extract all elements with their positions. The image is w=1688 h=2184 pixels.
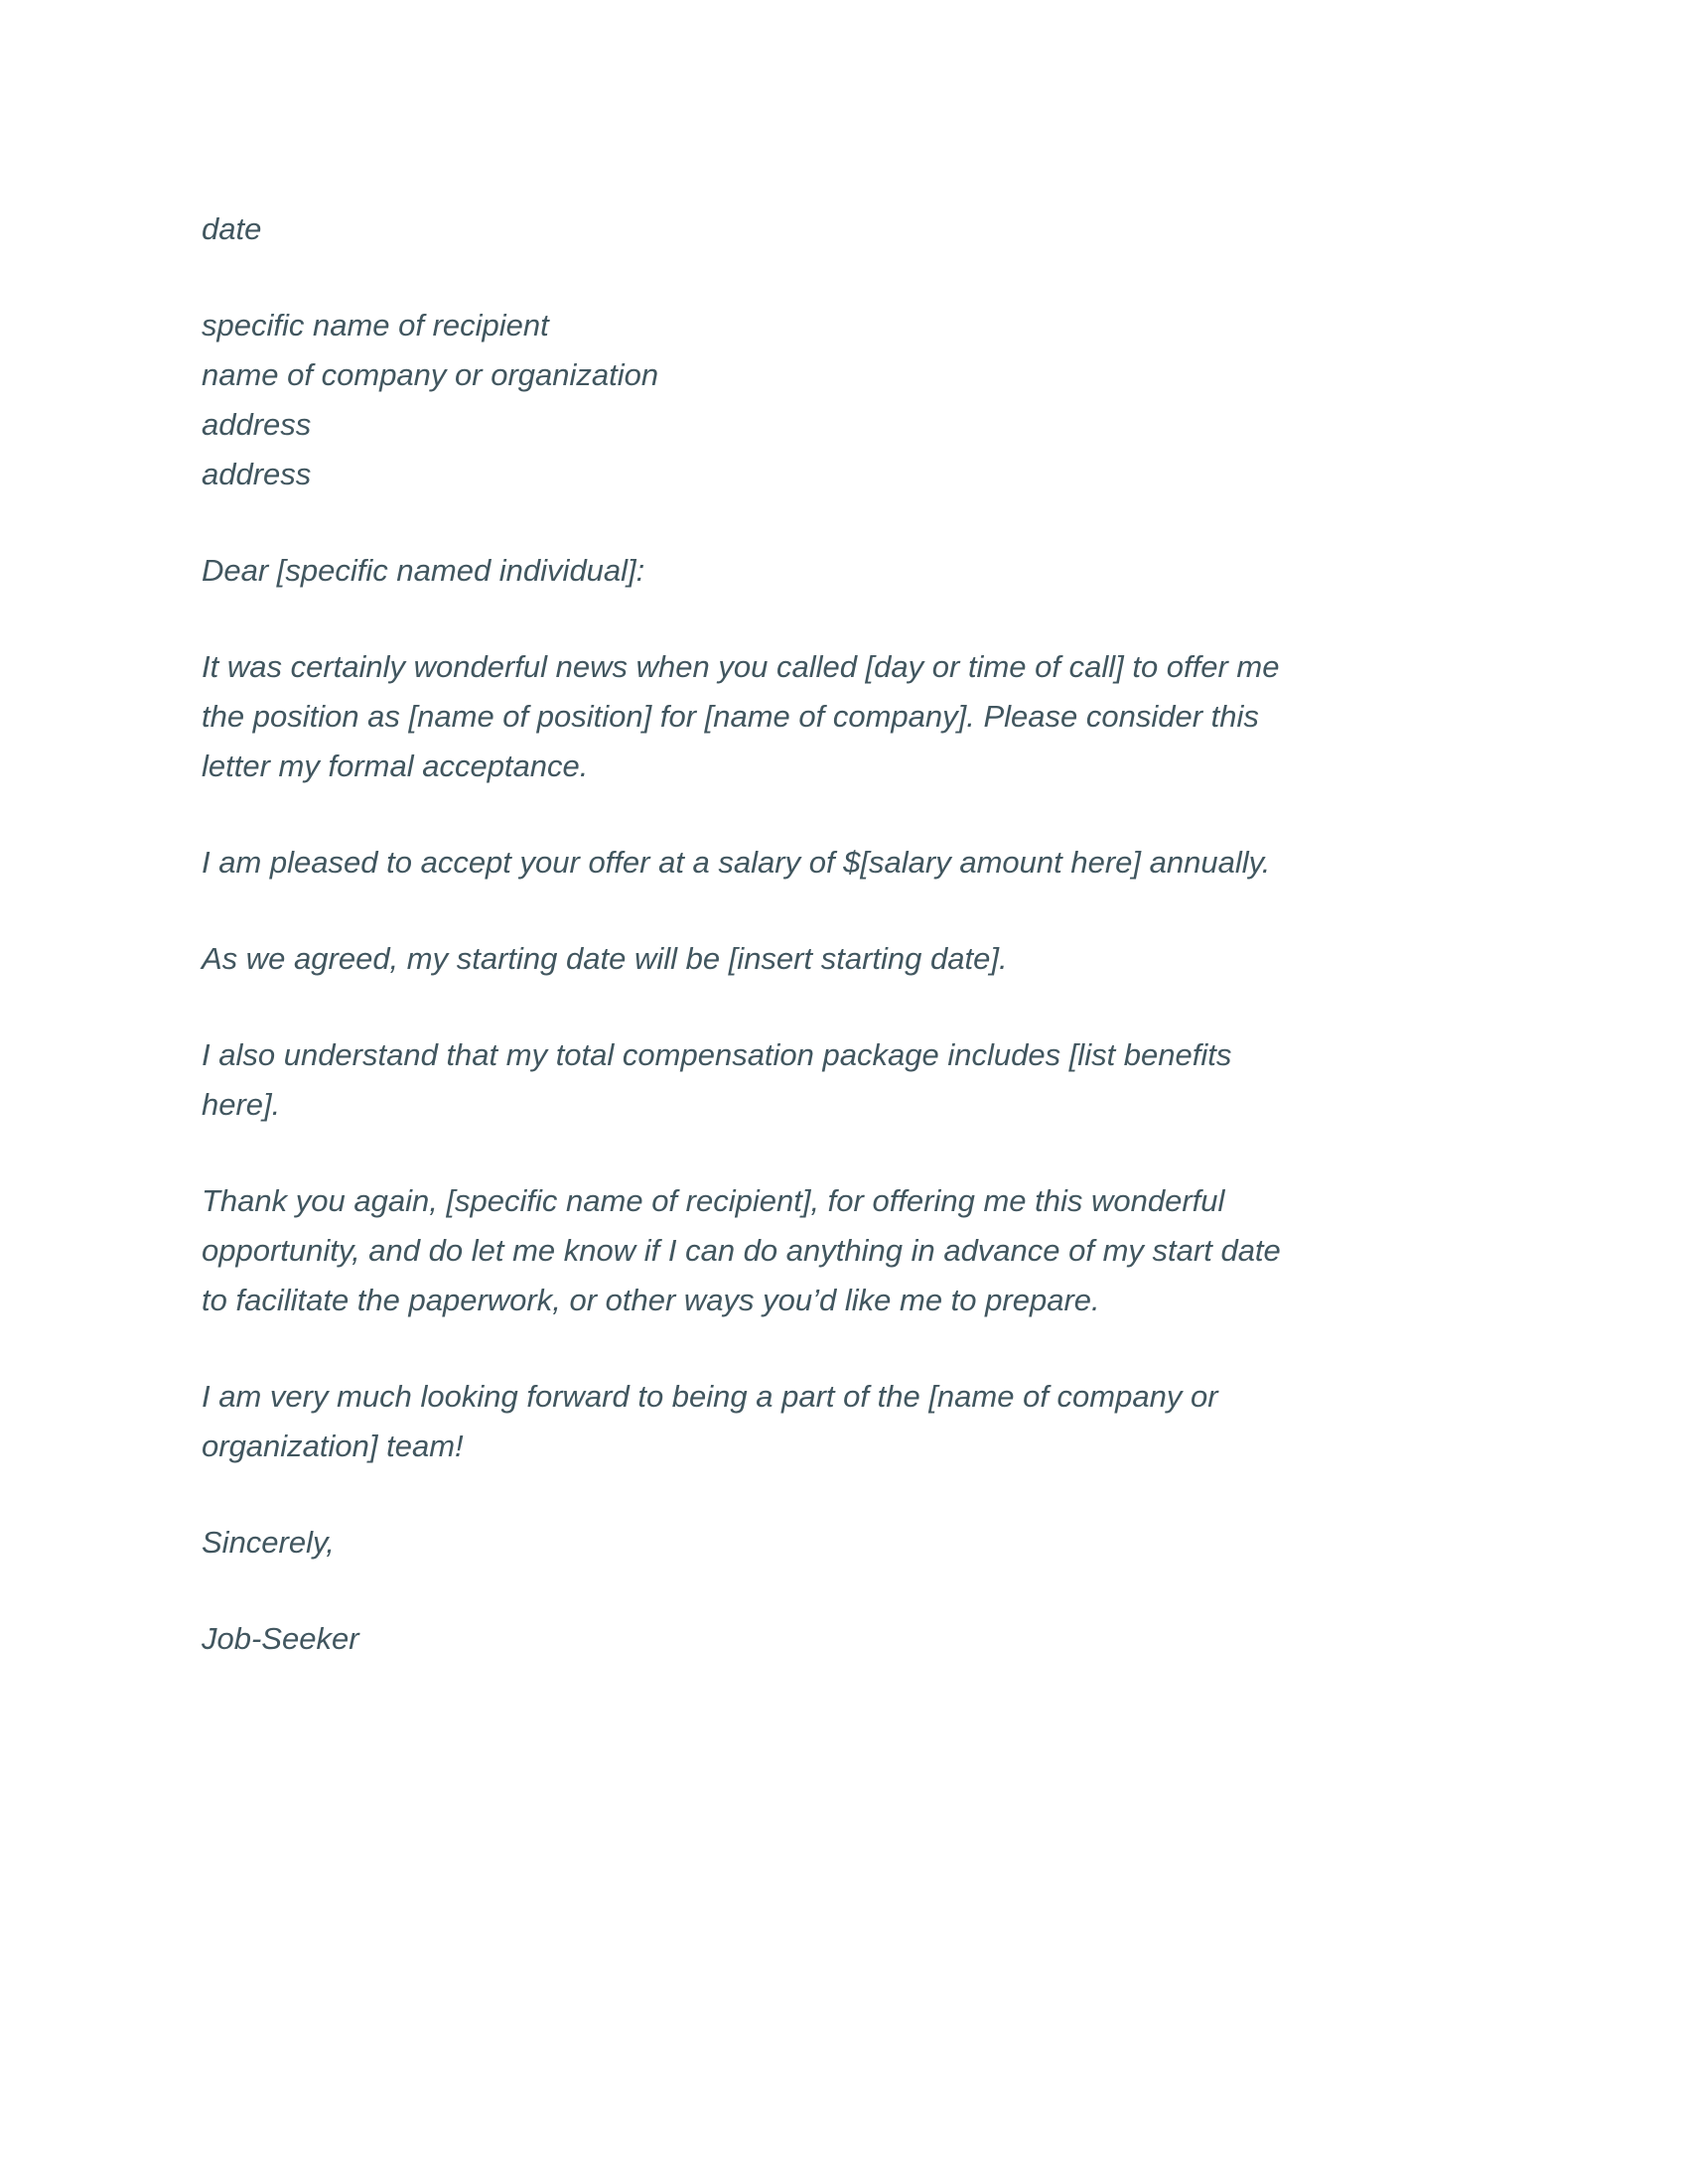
text-line: letter my formal acceptance. bbox=[202, 749, 589, 783]
text-line: As we agreed, my starting date will be [insert starting date]. bbox=[202, 941, 1008, 976]
paragraph-start-date bbox=[202, 934, 1522, 984]
letter-document bbox=[202, 205, 1522, 1664]
paragraph-salary bbox=[202, 838, 1522, 887]
signature-line: Job-Seeker bbox=[202, 1621, 359, 1656]
company-name-line: name of company or organization bbox=[202, 357, 659, 392]
address-line-2: address bbox=[202, 457, 312, 491]
paragraph-thanks bbox=[202, 1176, 1522, 1325]
text-line: I am very much looking forward to being a part of the [name of company or bbox=[202, 1379, 1218, 1414]
date-placeholder: date bbox=[202, 211, 262, 246]
text-line: opportunity, and do let me know if I can do anything in advance of my start date bbox=[202, 1233, 1281, 1268]
text-line: Thank you again, [specific name of recipient], for offering me this wonderful bbox=[202, 1183, 1225, 1218]
text-line: It was certainly wonderful news when you called [day or time of call] to offer me bbox=[202, 649, 1280, 684]
paragraph-benefits bbox=[202, 1030, 1522, 1130]
text-line: organization] team! bbox=[202, 1429, 464, 1463]
text-line: I also understand that my total compensation package includes [list benefits bbox=[202, 1037, 1232, 1072]
salutation-line: Dear [specific named individual]: bbox=[202, 553, 645, 588]
paragraph-enthusiasm bbox=[202, 1372, 1522, 1471]
text-line: I am pleased to accept your offer at a salary of $[salary amount here] annually. bbox=[202, 845, 1271, 880]
text-line: here]. bbox=[202, 1087, 281, 1122]
recipient-address-block bbox=[202, 301, 1522, 499]
signature-block bbox=[202, 1614, 1522, 1664]
address-line-1: address bbox=[202, 407, 312, 442]
closing-line: Sincerely, bbox=[202, 1525, 335, 1560]
text-line: to facilitate the paperwork, or other ways you’d like me to prepare. bbox=[202, 1283, 1100, 1317]
text-line: the position as [name of position] for [name of company]. Please consider this bbox=[202, 699, 1259, 734]
date-line-block bbox=[202, 205, 1522, 254]
closing-block bbox=[202, 1518, 1522, 1568]
paragraph-acceptance bbox=[202, 642, 1522, 791]
salutation-block bbox=[202, 546, 1522, 596]
recipient-name-line: specific name of recipient bbox=[202, 308, 549, 342]
